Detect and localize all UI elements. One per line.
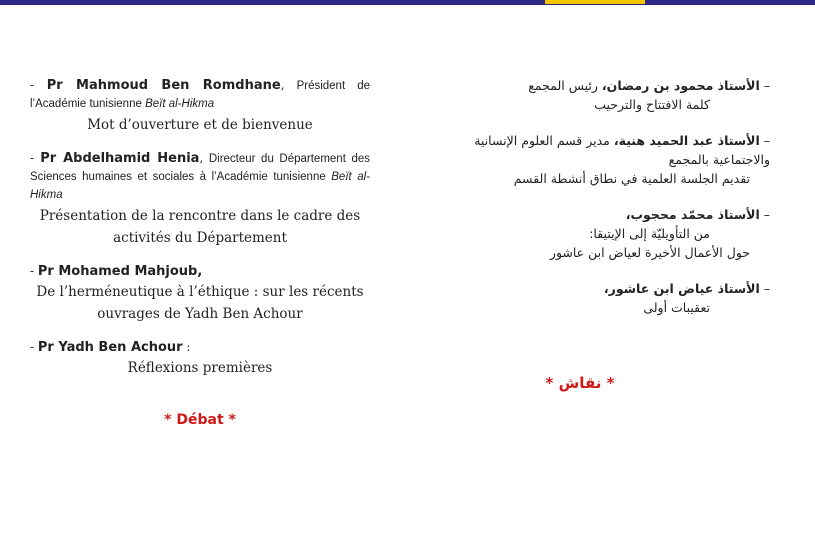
speaker-name: الأستاذ محمّد محجوب،	[625, 207, 760, 222]
talk-topic: تقديم الجلسة العلمية في نطاق أنشطة القسم	[513, 171, 750, 186]
debate-label-fr: * Débat *	[164, 412, 236, 428]
institution-name: Beït al-Hikma	[145, 98, 215, 110]
program-item	[440, 76, 770, 114]
talk-topic: كلمة الافتتاح والترحيب	[594, 97, 710, 112]
item-dash: -	[30, 340, 35, 354]
item-dash: –	[763, 78, 770, 93]
speaker-name: Pr Abdelhamid Henia	[40, 151, 200, 166]
speaker-name: الأستاذ عياض ابن عاشور،	[603, 281, 760, 296]
speaker-name: Pr Mahmoud Ben Romdhane	[46, 78, 281, 93]
talk-topic: Mot d’ouverture et de bienvenue	[87, 117, 313, 133]
speaker-sep: :	[182, 340, 191, 354]
program-item	[30, 263, 370, 325]
talk-topic: تعقيبات أولى	[643, 300, 710, 315]
item-dash: –	[763, 207, 770, 222]
speaker-role: مدير قسم العلوم الإنسانية والاجتماعية بالمجمع	[474, 133, 770, 167]
speaker-name: Pr Yadh Ben Achour	[37, 340, 183, 355]
speaker-name: الأستاذ عبد الحميد هنية،	[613, 133, 760, 148]
talk-topic: Présentation de la rencontre dans le cadre des activités du Département	[39, 208, 361, 246]
speaker-sep: ,	[199, 151, 204, 165]
debate-label-ar: * نقاش *	[545, 374, 615, 392]
talk-topic: Réflexions premières	[127, 360, 273, 376]
item-dash: –	[763, 281, 770, 296]
speaker-role: Directeur du Département des Sciences humaines et sociales à l’Académie tunisienne	[30, 153, 370, 183]
talk-topic: من التأويليّة إلى الإيتيقا:	[589, 226, 710, 241]
institution-name: Beït al-Hikma	[30, 171, 370, 201]
program-item	[30, 150, 370, 249]
item-dash: –	[763, 133, 770, 148]
program-item	[440, 205, 770, 262]
speaker-name: Pr Mohamed Mahjoub,	[37, 264, 203, 279]
speaker-sep: ,	[280, 78, 285, 92]
top-band-accent	[545, 0, 645, 4]
item-dash: -	[30, 78, 35, 92]
item-dash: -	[30, 151, 35, 165]
arabic-program	[440, 76, 770, 334]
talk-topic: De l’herméneutique à l’éthique : sur les récents ouvrages de Yadh Ben Achour	[36, 284, 364, 322]
french-program	[30, 77, 370, 393]
speaker-name: الأستاذ محمود بن رمضان،	[601, 78, 760, 93]
speaker-role: رئيس المجمع	[528, 78, 602, 93]
item-dash: -	[30, 264, 35, 278]
program-item	[440, 131, 770, 188]
speaker-role: Président de l’Académie tunisienne	[30, 80, 370, 110]
program-item	[440, 279, 770, 317]
program-item	[30, 339, 370, 379]
top-band	[0, 0, 815, 5]
talk-topic-line2: حول الأعمال الأخيرة لعياض ابن عاشور	[549, 245, 750, 260]
program-item	[30, 77, 370, 136]
